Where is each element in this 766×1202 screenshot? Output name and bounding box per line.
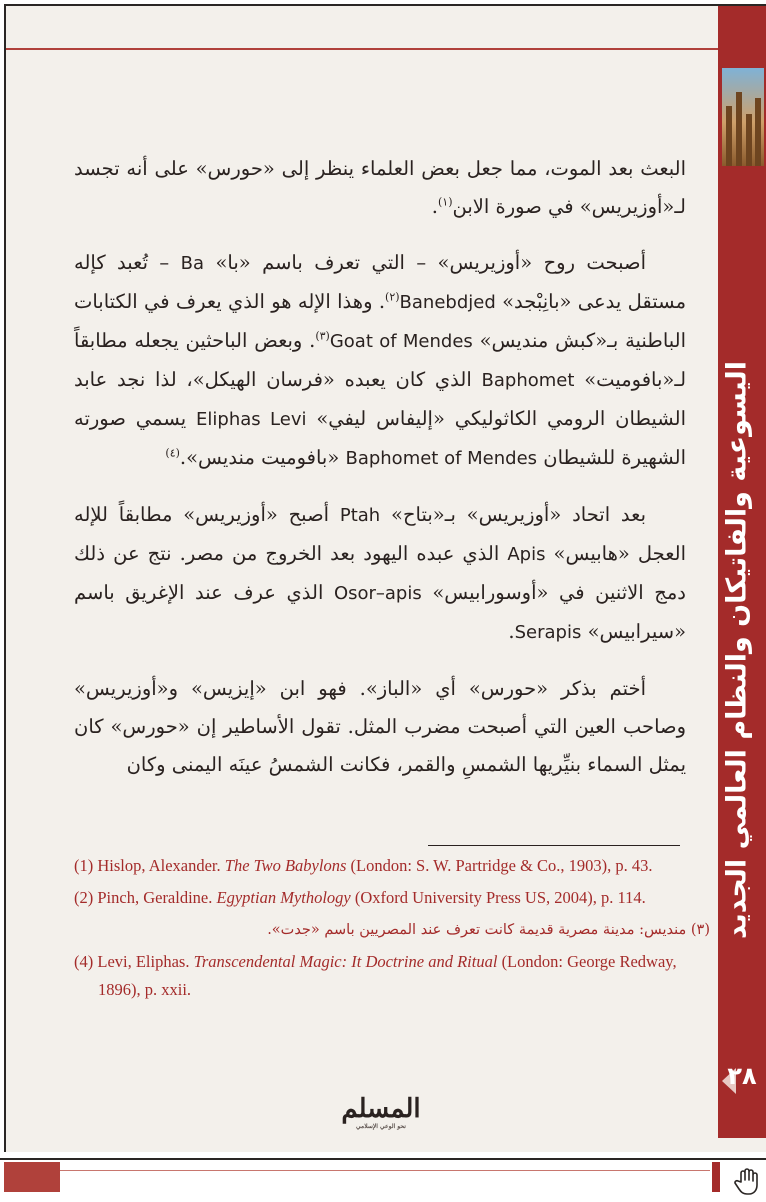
top-rule	[6, 48, 718, 50]
publisher-logo: المسلم نحو الوعي الإسلامي	[341, 1094, 421, 1130]
footnote-ref-1: (١)	[437, 195, 453, 209]
footnote-ref-4: (٤)	[165, 446, 180, 460]
temple-photo-thumbnail	[722, 68, 764, 166]
footnote-3: (٣) منديس: مدينة مصرية قديمة كانت تعرف عند المصريين باسم «جدت».	[267, 922, 710, 938]
main-text	[74, 150, 686, 784]
footnote-separator	[428, 845, 680, 846]
running-book-title: اليسوعية والفاتيكان والنظام العالمي الجديد	[721, 361, 753, 939]
footnote-1: (1) Hislop, Alexander. The Two Babylons (London: S. W. Partridge & Co., 1903), p. 43.	[74, 856, 653, 875]
footnote-2: (2) Pinch, Geraldine. Egyptian Mythology (Oxford University Press US, 2004), p. 114.	[74, 888, 646, 907]
footnote-4: (4) Levi, Eliphas. Transcendental Magic: It Doctrine and Ritual (London: George Redway, 1896), p. xxii.	[74, 952, 677, 999]
paragraph-3: بعد اتحاد «أوزيريس» بـ«بتاح» Ptah أصبح «أوزيريس» مطابقاً للإله العجل «هابيس» Apis الذي عبده اليهود بعد الخروج من مصر. نتج عن ذلك دمج الاثنين في «أوسورابيس» Osor–apis الذي عرف عند الإغريق باسم «سيرابيس» Serapis.	[74, 503, 686, 643]
page-number: ٢٨	[727, 1062, 757, 1090]
next-page-rule	[60, 1170, 710, 1171]
next-page-edge	[0, 1158, 766, 1202]
footnote-ref-3: (٣)	[315, 329, 330, 343]
footnote-ref-2: (٢)	[385, 290, 400, 304]
footnotes	[74, 852, 710, 1008]
paragraph-1: البعث بعد الموت، مما جعل بعض العلماء ينظر إلى «حورس» على أنه تجسد لـ«أوزيريس» في صورة الابن$^{(١)}$.	[74, 157, 686, 218]
paragraph-4: أختم بذكر «حورس» أي «الباز». فهو ابن «إيزيس» و«أوزيريس» وصاحب العين التي أصبحت مضرب المثل. تقول الأساطير إن «حورس» كان يمثل السماء بنيِّريها الشمسِ والقمر، فكانت الشمسُ عينَه اليمنى وكان	[74, 677, 686, 776]
paragraph-2: أصبحت روح «أوزيريس» – التي تعرف باسم «با» Ba – تُعبد كإله مستقل يدعى «بانِبْجد» Banebdjed$^{(٢)}$. وهذا الإله هو الذي يعرف في الكتابات الباطنية بـ«كبش منديس» Goat of Mendes$^{(٣)}$. وبعض الباحثين يجعله مطابقاً لـ«بافوميت» Baphomet الذي كان يعبده «فرسان الهيكل»، لذا نجد عابد الشيطان الرومي الكاثوليكي «إليفاس ليفي» Eliphas Levi يسمي صورته الشهيرة للشيطان Baphomet of Mendes «بافوميت منديس».$^{(٤)}$	[74, 251, 687, 469]
next-page-side-band	[712, 1162, 720, 1192]
hand-cursor-icon[interactable]	[732, 1166, 762, 1196]
next-page-red-block	[4, 1162, 60, 1192]
